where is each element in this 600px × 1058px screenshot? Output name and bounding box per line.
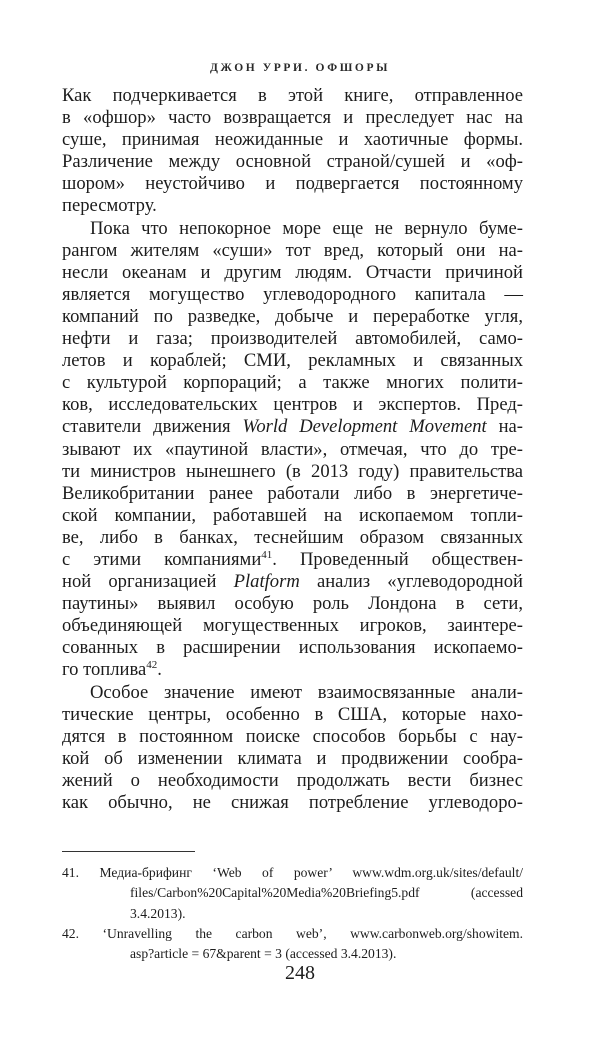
- text-line: [62, 416, 523, 438]
- text-segment: ти министров нынешнего (в 2013 году) правительства: [62, 460, 523, 482]
- text-line: [62, 394, 523, 416]
- text-line: [62, 439, 523, 461]
- text-line: [62, 218, 523, 240]
- text-segment: Как подчеркивается в этой книге, отправленное: [62, 85, 523, 106]
- footnote-line: asp?article = 67&parent = 3 (accessed 3.4.2013).: [130, 946, 397, 962]
- text-segment: ной организацией: [62, 571, 234, 593]
- footnote-divider: [62, 851, 195, 852]
- italic-name: Platform: [233, 571, 300, 593]
- text-segment: го топлива: [62, 659, 147, 681]
- text-segment: .: [157, 659, 162, 681]
- text-segment: паутины» выявил особую роль Лондона в сети,: [62, 593, 523, 615]
- text-segment: зывают их «паутиной власти», отмечая, что до тре-: [62, 438, 523, 460]
- text-line: [62, 173, 523, 195]
- text-segment: жений о необходимости продолжать вести бизнес: [62, 769, 523, 791]
- text-line: [62, 682, 523, 704]
- text-line: [62, 615, 523, 637]
- text-segment: компаний по разведке, добыче и переработке угля,: [62, 305, 523, 327]
- text-line: [62, 792, 523, 814]
- text-line: [62, 195, 523, 217]
- text-line: [62, 328, 523, 350]
- text-segment: ской компании, работавшей на ископаемом топли-: [62, 504, 523, 526]
- text-line: [62, 350, 523, 372]
- text-segment: дятся в постоянном поиске способов борьбы с нау-: [62, 725, 523, 747]
- text-segment: на-: [486, 416, 523, 438]
- page-number: 248: [285, 962, 315, 984]
- text-line: [62, 262, 523, 284]
- footnote-line: files/Carbon%20Capital%20Media%20Briefing5.pdf (accessed: [130, 885, 523, 901]
- text-segment: суше, принимая неожиданные и хаотичные формы.: [62, 129, 523, 151]
- text-line: [62, 770, 523, 792]
- text-segment: объединяющей могущественных игроков, заинтере-: [62, 615, 523, 637]
- text-segment: в «офшор» часто возвращается и преследует нас на: [62, 107, 523, 129]
- text-segment: анализ «углеводородной: [299, 571, 524, 593]
- text-line: [62, 704, 523, 726]
- footnote-line: 41. Медиа-брифинг ‘Web of power’ www.wdm.org.uk/sites/default/: [62, 865, 523, 880]
- text-segment: сованных в расширении использования ископаемо-: [62, 637, 523, 659]
- text-segment: Различение между основной страной/сушей и «оф-: [62, 151, 523, 173]
- footnote-reference: 42: [146, 659, 158, 672]
- footnote-line: 42. ‘Unravelling the carbon web’, www.carbonweb.org/showitem.: [62, 925, 523, 941]
- text-line: [62, 571, 523, 593]
- text-line: [62, 107, 523, 129]
- footnote-reference: 41: [261, 548, 273, 561]
- text-segment: нефти и газа; производителей автомобилей, само-: [62, 328, 523, 350]
- text-line: [62, 527, 523, 549]
- text-segment: рангом жителям «суши» тот вред, который они на-: [62, 239, 523, 261]
- text-segment: Особое значение имеют взаимосвязанные анали-: [90, 681, 523, 703]
- text-line: [62, 549, 523, 571]
- text-line: [62, 372, 523, 394]
- text-line: [62, 483, 523, 505]
- footnote-line: 3.4.2013).: [130, 905, 186, 921]
- text-segment: пересмотру.: [62, 195, 157, 217]
- text-line: [62, 284, 523, 306]
- text-segment: Пока что непокорное море еще не вернуло буме-: [90, 217, 523, 239]
- body-text: [62, 85, 523, 814]
- text-segment: летов и кораблей; СМИ, рекламных и связанных: [62, 350, 523, 372]
- text-segment: шором» неустойчиво и подвергается постоянному: [62, 173, 523, 195]
- text-line: [62, 240, 523, 262]
- text-segment: ков, исследовательских центров и экспертов. Пред-: [62, 394, 523, 416]
- text-line: [62, 129, 523, 151]
- text-segment: кой об изменении климата и продвижении сообра-: [62, 747, 523, 769]
- text-line: [62, 748, 523, 770]
- running-head: ДЖОН УРРИ. ОФШОРЫ: [210, 62, 390, 74]
- text-segment: является могущество углеводородного капитала —: [62, 283, 523, 305]
- text-segment: с этими компаниями: [62, 548, 262, 570]
- text-segment: как обычно, не снижая потребление углеводоро-: [62, 792, 523, 813]
- text-segment: . Проведенный обществен-: [272, 548, 523, 570]
- text-line: [62, 85, 523, 107]
- text-line: [62, 151, 523, 173]
- text-segment: несли океанам и другим людям. Отчасти причиной: [62, 261, 523, 283]
- text-segment: ве, либо в банках, теснейшим образом связанных: [62, 526, 523, 548]
- text-segment: тические центры, особенно в США, которые нахо-: [62, 703, 523, 725]
- text-line: [62, 726, 523, 748]
- text-line: [62, 306, 523, 328]
- text-line: [62, 637, 523, 659]
- text-segment: Великобритании ранее работали либо в энергетиче-: [62, 482, 523, 504]
- text-line: [62, 659, 523, 681]
- italic-name: World Development Movement: [242, 416, 487, 438]
- text-segment: с культурой корпораций; а также многих полити-: [62, 372, 523, 394]
- text-line: [62, 505, 523, 527]
- text-line: [62, 461, 523, 483]
- footnotes: [62, 863, 523, 964]
- text-segment: ставители движения: [62, 416, 243, 438]
- text-line: [62, 593, 523, 615]
